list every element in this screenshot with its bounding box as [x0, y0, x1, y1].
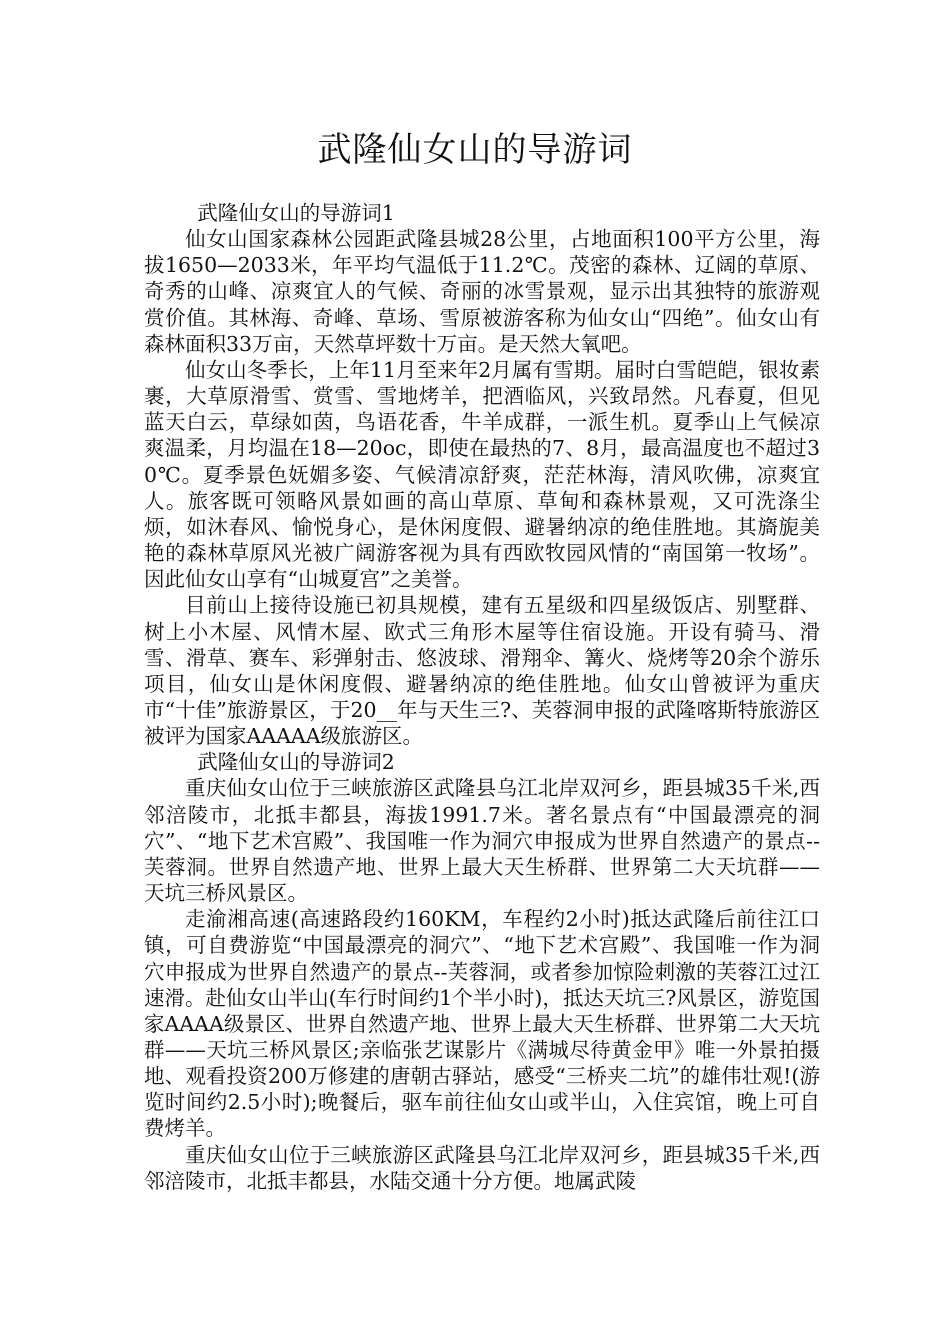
section-heading-2: 武隆仙女山的导游词2 — [197, 750, 395, 775]
document-title: 武隆仙女山的导游词 — [317, 130, 633, 170]
paragraph: 仙女山冬季长，上年11月至来年2月属有雪期。届时白雪皑皑，银妆素裹，大草原滑雪、赏雪、雪地烤羊，把酒临风，兴致昂然。凡春夏，但见蓝天白云，草绿如茵，鸟语花香，牛羊成群，一派生机。夏季山上气候凉爽温柔，月均温在18—20oc，即使在最热的7、8月，最高温度也不超过30℃。夏季景色妩媚多姿、气候清凉舒爽，茫茫林海，清风吹佛，凉爽宜人。旅客既可领略风景如画的高山草原、草甸和森林景观，又可洗涤尘烦，如沐春风、愉悦身心，是休闲度假、避暑纳凉的绝佳胜地。其旖旎美艳的森林草原风光被广阔游客视为具有西欧牧园风情的“南国第一牧场”。因此仙女山享有“山城夏宫”之美誉。 — [144, 357, 820, 592]
paragraph: 走渝湘高速(高速路段约160KM，车程约2小时)抵达武隆后前往江口镇，可自费游览“中国最漂亮的洞穴”、“地下艺术宫殿”、我国唯一作为洞穴申报成为世界自然遗产的景点--芙蓉洞，或者参加惊险刺激的芙蓉江过江速滑。赴仙女山半山(车行时间约1个半小时)，抵达天坑三?风景区，游览国家AAAA级景区、世界自然遗产地、世界上最大天生桥群、世界第二大天坑群——天坑三桥风景区;亲临张艺谋影片《满城尽待黄金甲》唯一外景拍摄地、观看投资200万修建的唐朝古驿站，感受“三桥夹二坑”的雄伟壮观!(游览时间约2.5小时);晚餐后，驱车前往仙女山或半山，入住宾馆，晚上可自费烤羊。 — [144, 907, 820, 1141]
paragraph: 目前山上接待设施已初具规模，建有五星级和四星级饭店、别墅群、树上小木屋、风情木屋、欧式三角形木屋等住宿设施。开设有骑马、滑雪、滑草、赛车、彩弹射击、悠波球、滑翔伞、篝火、烧烤等20余个游乐项目，仙女山是休闲度假、避暑纳凉的绝佳胜地。仙女山曾被评为重庆市“十佳”旅游景区，于20__年与天生三?、芙蓉洞申报的武隆喀斯特旅游区被评为国家AAAAA级旅游区。 — [144, 593, 820, 749]
paragraph: 重庆仙女山位于三峡旅游区武隆县乌江北岸双河乡，距县城35千米,西邻涪陵市，北抵丰都县，海拔1991.7米。著名景点有“中国最漂亮的洞穴”、“地下艺术宫殿”、我国唯一作为洞穴申报成为世界自然遗产的景点--芙蓉洞。世界自然遗产地、世界上最大天生桥群、世界第二大天坑群——天坑三桥风景区。 — [144, 776, 820, 906]
paragraph: 仙女山国家森林公园距武隆县城28公里，占地面积100平方公里，海拔1650—2033米，年平均气温低于11.2℃。茂密的森林、辽阔的草原、奇秀的山峰、凉爽宜人的气候、奇丽的冰雪景观，显示出其独特的旅游观赏价值。其林海、奇峰、草场、雪原被游客称为仙女山“四绝”。仙女山有森林面积33万亩，天然草坪数十万亩。是天然大氧吧。 — [144, 227, 820, 356]
document-body — [144, 200, 820, 1194]
paragraph: 重庆仙女山位于三峡旅游区武隆县乌江北岸双河乡，距县城35千米,西邻涪陵市，北抵丰都县，水陆交通十分方便。地属武陵 — [144, 1142, 820, 1193]
section-heading-1: 武隆仙女山的导游词1 — [197, 201, 395, 225]
